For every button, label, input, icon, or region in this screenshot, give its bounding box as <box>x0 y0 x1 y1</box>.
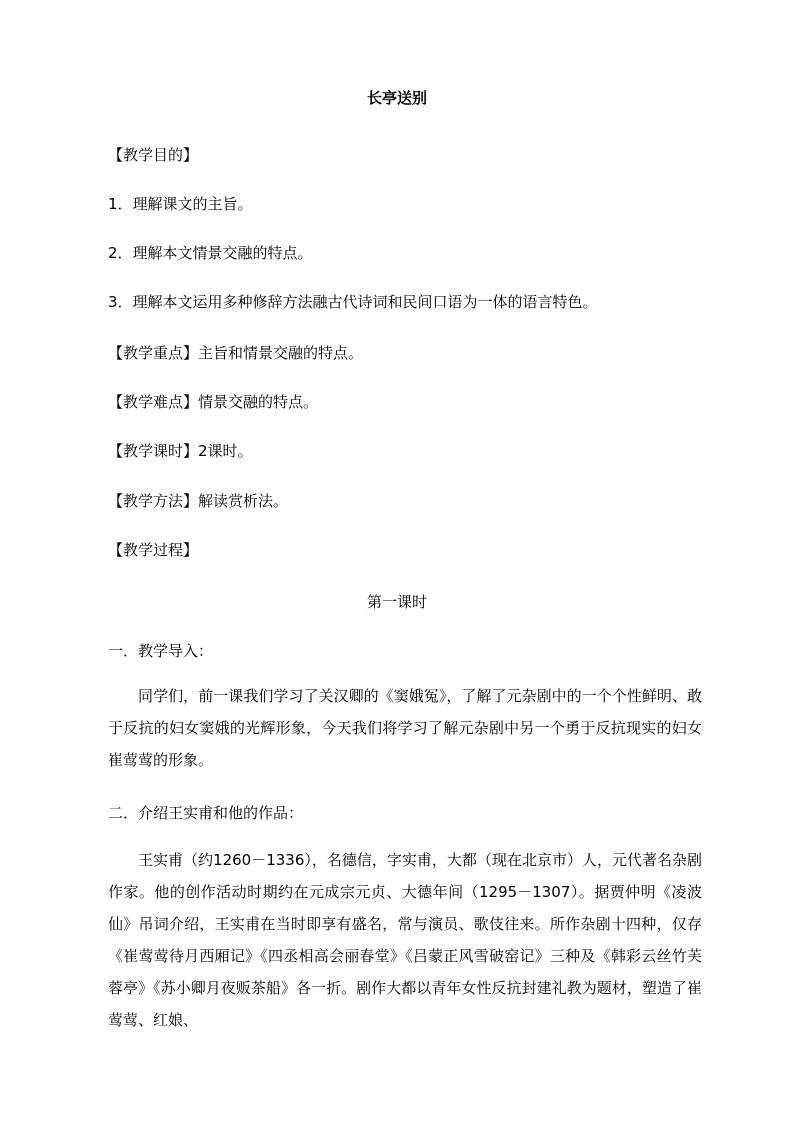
author-paragraph <box>108 844 702 1036</box>
document-title: 长亭送别 <box>366 89 427 107</box>
goal-item-2: 2．理解本文情景交融的特点。 <box>108 244 313 262</box>
heading-teaching-process: 【教学过程】 <box>108 541 199 559</box>
goal-item-3: 3．理解本文运用多种修辞方法融古代诗词和民间口语为一体的语言特色。 <box>108 293 598 311</box>
section-heading-intro: 一．教学导入： <box>108 642 214 660</box>
intro-paragraph-text: 同学们，前一课我们学习了关汉卿的《窦娥冤》，了解了元杂剧中的一个个性鲜明、敢于反抗的妇女窦娥的光辉形象，今天我们将学习了解元杂剧中另一个勇于反抗现实的妇女崔莺莺的形象。 <box>108 687 702 769</box>
teaching-method: 【教学方法】解读赏析法。 <box>108 492 289 510</box>
teaching-focus: 【教学重点】主旨和情景交融的特点。 <box>108 344 364 362</box>
heading-teaching-goals: 【教学目的】 <box>108 146 199 164</box>
lesson-heading: 第一课时 <box>366 593 427 611</box>
goal-item-1: 1．理解课文的主旨。 <box>108 195 253 213</box>
teaching-hours: 【教学课时】2课时。 <box>108 442 253 460</box>
teaching-difficulty: 【教学难点】情景交融的特点。 <box>108 393 319 411</box>
section-heading-author: 二．介绍王实甫和他的作品： <box>108 804 304 822</box>
author-paragraph-text: 王实甫（约1260－1336），名德信，字实甫，大都（现在北京市）人，元代著名杂剧作家。他的创作活动时期约在元成宗元贞、大德年间（1295－1307）。据贾仲明《凌波仙》吊词介绍，王实甫在当时即享有盛名，常与演员、歌伎往来。所作杂剧十四种，仅存《崔莺莺待月西厢记》《四丞相高会丽春堂》《吕蒙正风雪破窑记》三种及《韩彩云丝竹芙蓉亭》《苏小卿月夜贩茶船》各一折。剧作大都以青年女性反抗封建礼教为题材，塑造了崔莺莺、红娘、 <box>108 851 702 1029</box>
intro-paragraph <box>108 680 702 776</box>
